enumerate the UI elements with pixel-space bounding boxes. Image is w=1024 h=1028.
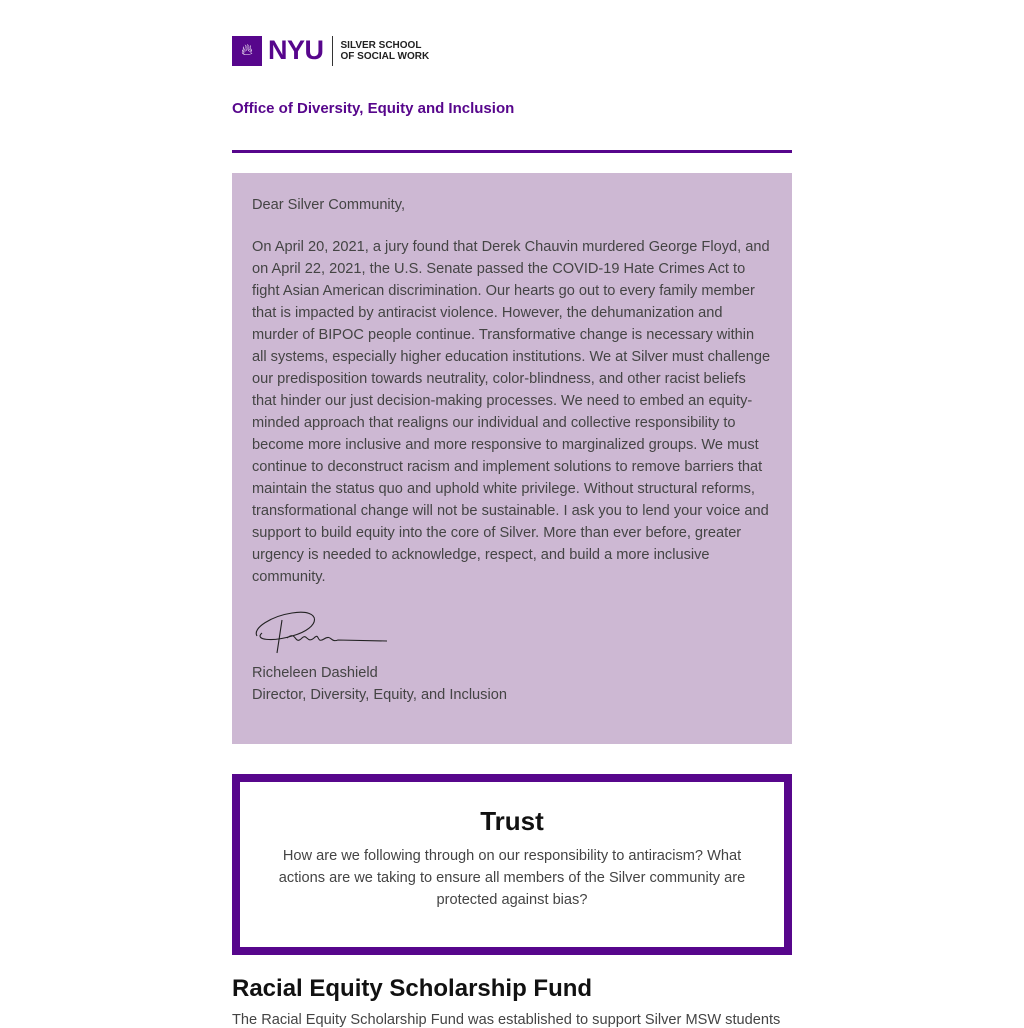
signature-image — [252, 608, 772, 658]
logo-subtitle-line2: OF SOCIAL WORK — [340, 50, 430, 62]
torch-icon: 🔥︎ — [232, 36, 262, 66]
letter-box — [232, 173, 792, 744]
office-title: Office of Diversity, Equity and Inclusion — [232, 100, 515, 117]
trust-box — [232, 774, 792, 955]
divider — [232, 150, 792, 153]
trust-text: How are we following through on our responsibility to antiracism? What actions are we taking to ensure all members of the Silver community are protected against bias? — [278, 848, 746, 908]
logo-subtitle — [341, 40, 430, 62]
logo-subtitle-line1: SILVER SCHOOL — [340, 39, 422, 51]
logo-nyu-text: NYU — [268, 35, 324, 65]
greeting: Dear Silver Community, — [252, 197, 405, 213]
fund-text: The Racial Equity Scholarship Fund was established to support Silver MSW students — [232, 1012, 781, 1028]
signer-name: Richeleen Dashield — [252, 665, 378, 681]
signer-title: Director, Diversity, Equity, and Inclusion — [252, 687, 507, 703]
logo-divider — [332, 36, 333, 66]
trust-title: Trust — [480, 806, 544, 836]
letter-body: On April 20, 2021, a jury found that Derek Chauvin murdered George Floyd, and on April 22, 2021, the U.S. Senate passed the COVID-19 Hate Crimes Act to fight Asian American discrimination. Our hearts go out to every family member that is impacted by antiracist violence. However, the dehumanization and murder of BIPOC people continue. Transformative change is necessary within all systems, especially higher education institutions. We at Silver must challenge our predisposition towards neutrality, color-blindness, and other racist beliefs that hinder our just decision-making processes. We need to embed an equity-minded approach that realigns our individual and collective responsibility to become more inclusive and more responsive to marginalized groups. We must continue to deconstruct racism and implement solutions to remove barriers that maintain the status quo and uphold white privilege. Without structural reforms, transformational change will not be sustainable. I ask you to lend your voice and support to build equity into the core of Silver. More than ever before, greater urgency is needed to acknowledge, respect, and build a more inclusive community. — [252, 239, 771, 585]
nyu-silver-logo[interactable] — [232, 35, 429, 66]
fund-title: Racial Equity Scholarship Fund — [232, 975, 593, 1002]
